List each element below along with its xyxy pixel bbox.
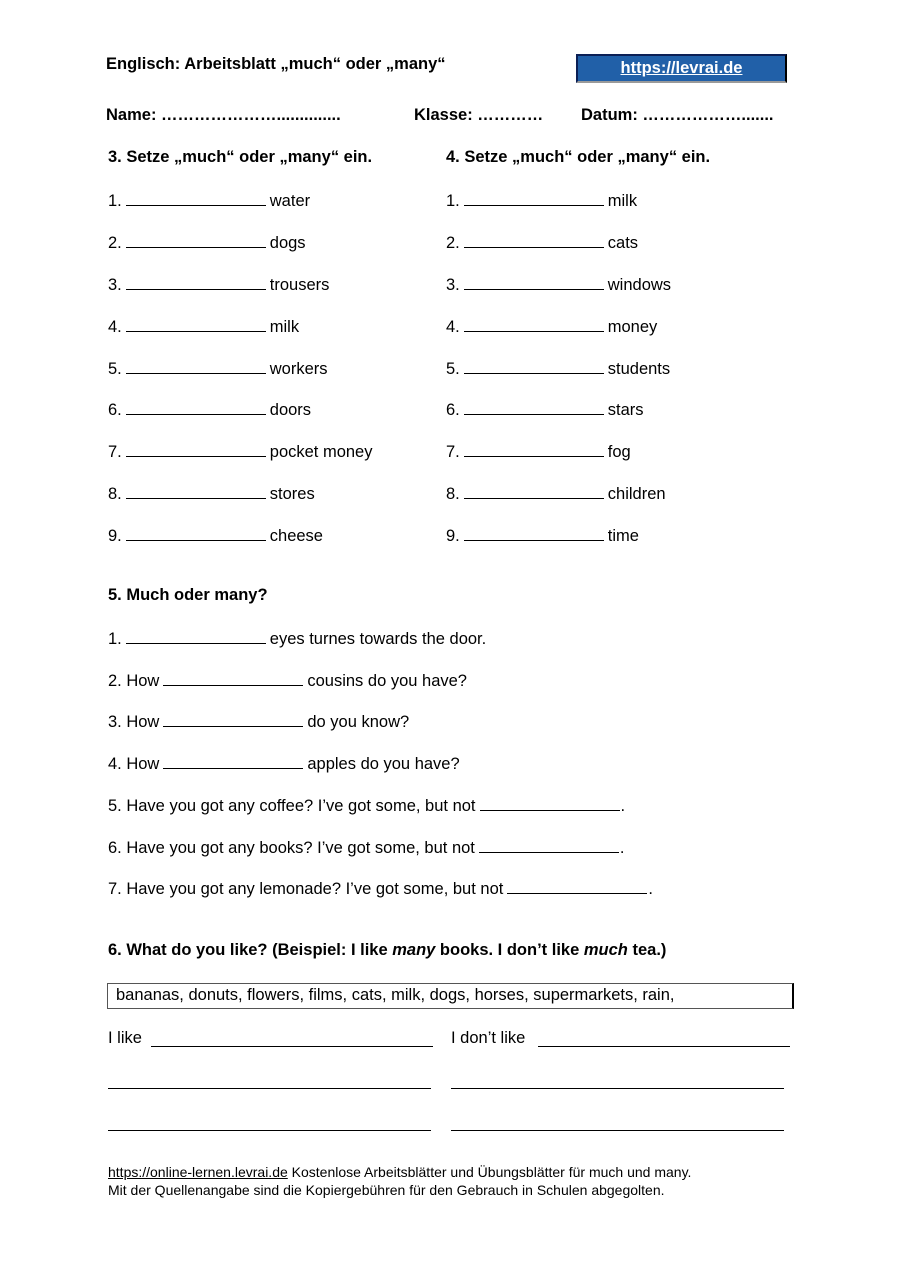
dislike-answer-line-3[interactable] bbox=[451, 1129, 784, 1131]
section-4-heading: 4. Setze „much“ oder „many“ ein. bbox=[446, 148, 711, 166]
item-word: dogs bbox=[269, 234, 306, 252]
answer-blank[interactable] bbox=[464, 358, 604, 374]
item-number: 3. bbox=[108, 276, 122, 294]
like-label: I like bbox=[108, 1029, 142, 1047]
exercise-item bbox=[446, 316, 657, 337]
item-word: pocket money bbox=[269, 443, 373, 461]
item-number: 8. bbox=[108, 485, 122, 503]
dislike-label: I don’t like bbox=[451, 1029, 526, 1047]
answer-blank[interactable] bbox=[126, 232, 266, 248]
item-word: milk bbox=[269, 318, 300, 336]
item-number: 5. bbox=[446, 360, 460, 378]
exercise-item bbox=[108, 316, 299, 337]
item-word: trousers bbox=[269, 276, 330, 294]
item-word: workers bbox=[269, 360, 328, 378]
item-number: 5. bbox=[108, 360, 122, 378]
answer-blank[interactable] bbox=[464, 441, 604, 457]
sentence-start: 3. How bbox=[108, 713, 160, 731]
item-word: cats bbox=[607, 234, 639, 252]
sentence-start: 6. Have you got any books? I’ve got some, but not bbox=[108, 839, 475, 857]
item-word: children bbox=[607, 485, 666, 503]
item-number: 3. bbox=[446, 276, 460, 294]
answer-blank[interactable] bbox=[507, 878, 647, 894]
footer-link[interactable]: https://online-lernen.levrai.de bbox=[108, 1164, 288, 1180]
item-number: 4. bbox=[446, 318, 460, 336]
name-field[interactable]: Name: ………………….............. bbox=[106, 106, 341, 124]
answer-blank[interactable] bbox=[126, 525, 266, 541]
answer-blank[interactable] bbox=[126, 190, 266, 206]
exercise-item bbox=[108, 358, 328, 379]
answer-blank[interactable] bbox=[163, 711, 303, 727]
answer-blank[interactable] bbox=[464, 274, 604, 290]
item-word: stars bbox=[607, 401, 644, 419]
exercise-item bbox=[108, 483, 315, 504]
sentence-end: eyes turnes towards the door. bbox=[269, 630, 487, 648]
exercise-item bbox=[108, 399, 311, 420]
answer-blank[interactable] bbox=[163, 753, 303, 769]
item-number: 6. bbox=[108, 401, 122, 419]
exercise-item bbox=[446, 399, 644, 420]
item-word: students bbox=[607, 360, 671, 378]
word-bank: bananas, donuts, flowers, films, cats, milk, dogs, horses, supermarkets, rain, bbox=[107, 983, 794, 1009]
sentence-item bbox=[108, 753, 460, 774]
sentence-end: . bbox=[620, 797, 626, 815]
sentence-item bbox=[108, 878, 653, 899]
answer-blank[interactable] bbox=[126, 628, 266, 644]
site-link-box bbox=[576, 54, 787, 83]
class-field[interactable]: Klasse: ………… bbox=[414, 106, 544, 124]
sentence-end: apples do you have? bbox=[307, 755, 460, 773]
sentence-start: 2. How bbox=[108, 672, 160, 690]
exercise-item bbox=[446, 232, 638, 253]
exercise-item bbox=[446, 358, 670, 379]
dislike-row bbox=[451, 1029, 525, 1048]
item-number: 9. bbox=[108, 527, 122, 545]
exercise-item bbox=[108, 232, 306, 253]
sentence-item bbox=[108, 628, 486, 649]
sentence-item bbox=[108, 837, 625, 858]
dislike-answer-line-1[interactable] bbox=[538, 1045, 790, 1047]
answer-blank[interactable] bbox=[126, 358, 266, 374]
item-number: 2. bbox=[108, 234, 122, 252]
like-answer-line-1[interactable] bbox=[151, 1045, 433, 1047]
sentence-start: 5. Have you got any coffee? I’ve got some, but not bbox=[108, 797, 476, 815]
answer-blank[interactable] bbox=[126, 274, 266, 290]
section-5-heading: 5. Much oder many? bbox=[108, 586, 268, 604]
section-3-heading: 3. Setze „much“ oder „many“ ein. bbox=[108, 148, 373, 166]
answer-blank[interactable] bbox=[464, 399, 604, 415]
exercise-item bbox=[446, 483, 666, 504]
item-word: doors bbox=[269, 401, 312, 419]
item-number: 4. bbox=[108, 318, 122, 336]
item-number: 2. bbox=[446, 234, 460, 252]
item-number: 7. bbox=[108, 443, 122, 461]
sentence-end: . bbox=[619, 839, 625, 857]
answer-blank[interactable] bbox=[126, 483, 266, 499]
item-number: 1. bbox=[446, 192, 460, 210]
sentence-start: 1. bbox=[108, 630, 122, 648]
answer-blank[interactable] bbox=[480, 795, 620, 811]
worksheet-title: Englisch: Arbeitsblatt „much“ oder „many“ bbox=[106, 55, 446, 73]
exercise-item bbox=[446, 274, 671, 295]
date-field[interactable]: Datum: ………………....... bbox=[581, 106, 774, 124]
sentence-start: 4. How bbox=[108, 755, 160, 773]
answer-blank[interactable] bbox=[464, 483, 604, 499]
answer-blank[interactable] bbox=[464, 232, 604, 248]
answer-blank[interactable] bbox=[479, 837, 619, 853]
item-number: 9. bbox=[446, 527, 460, 545]
exercise-item bbox=[108, 190, 310, 211]
answer-blank[interactable] bbox=[464, 525, 604, 541]
item-number: 6. bbox=[446, 401, 460, 419]
answer-blank[interactable] bbox=[464, 316, 604, 332]
sentence-item bbox=[108, 670, 467, 691]
exercise-item bbox=[108, 525, 323, 546]
exercise-item bbox=[446, 525, 639, 546]
exercise-item bbox=[108, 274, 329, 295]
answer-blank[interactable] bbox=[464, 190, 604, 206]
site-link[interactable]: https://levrai.de bbox=[620, 59, 743, 77]
item-number: 7. bbox=[446, 443, 460, 461]
item-word: stores bbox=[269, 485, 315, 503]
item-word: money bbox=[607, 318, 658, 336]
sentence-item bbox=[108, 711, 409, 732]
answer-blank[interactable] bbox=[126, 399, 266, 415]
exercise-item bbox=[446, 441, 631, 462]
answer-blank[interactable] bbox=[126, 316, 266, 332]
sentence-end: cousins do you have? bbox=[307, 672, 467, 690]
sentence-end: do you know? bbox=[307, 713, 410, 731]
item-number: 8. bbox=[446, 485, 460, 503]
item-word: windows bbox=[607, 276, 672, 294]
like-answer-line-2[interactable] bbox=[108, 1087, 431, 1089]
sentence-start: 7. Have you got any lemonade? I’ve got some, but not bbox=[108, 880, 504, 898]
footer-line-1: https://online-lernen.levrai.de Kostenlose Arbeitsblätter und Übungsblätter für much und many. bbox=[108, 1164, 692, 1180]
answer-blank[interactable] bbox=[126, 441, 266, 457]
footer-line-2: Mit der Quellenangabe sind die Kopiergebühren für den Gebrauch in Schulen abgegolten. bbox=[108, 1182, 665, 1198]
item-word: fog bbox=[607, 443, 631, 461]
sentence-end: . bbox=[648, 880, 653, 898]
item-number: 1. bbox=[108, 192, 122, 210]
item-word: water bbox=[269, 192, 311, 210]
sentence-item bbox=[108, 795, 625, 816]
item-word: milk bbox=[607, 192, 638, 210]
like-row bbox=[108, 1029, 142, 1048]
exercise-item bbox=[108, 441, 373, 462]
section-6-heading: 6. What do you like? (Beispiel: I like many books. I don’t like much tea.) bbox=[108, 941, 667, 959]
exercise-item bbox=[446, 190, 637, 211]
item-word: cheese bbox=[269, 527, 323, 545]
like-answer-line-3[interactable] bbox=[108, 1129, 431, 1131]
answer-blank[interactable] bbox=[163, 670, 303, 686]
item-word: time bbox=[607, 527, 639, 545]
dislike-answer-line-2[interactable] bbox=[451, 1087, 784, 1089]
